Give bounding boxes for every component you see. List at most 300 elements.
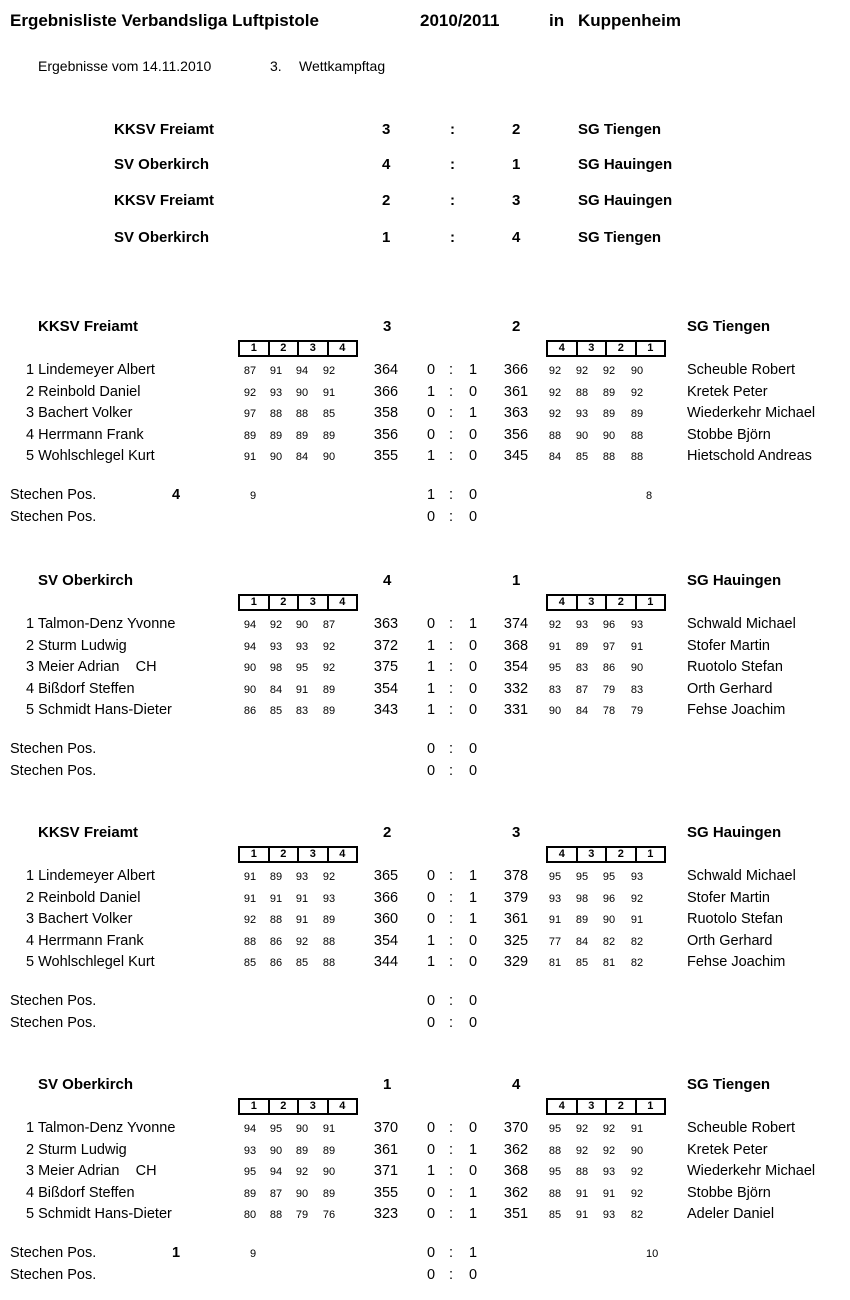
away-series-score: 90 [630,365,644,377]
series-number: 3 [297,596,327,609]
away-series-score: 88 [575,1166,589,1178]
away-shooter-name: Scheuble Robert [687,362,796,378]
home-series-score: 90 [269,451,283,463]
home-series-score: 93 [269,640,283,653]
away-total: 329 [503,954,529,970]
home-total: 363 [373,616,399,632]
home-total: 354 [373,680,399,697]
home-total: 364 [373,362,399,378]
home-series-score: 91 [295,892,309,905]
home-shooter-name: 1 Lindemeyer Albert [26,362,155,378]
shoot-off-home-point: 0 [426,1015,436,1031]
shoot-off-separator: : [448,741,454,757]
away-shooter-name: Kretek Peter [687,383,768,400]
home-series-score: 95 [243,1166,257,1178]
series-number: 2 [605,1100,635,1113]
home-series-score: 93 [322,892,336,905]
home-series-score: 89 [322,683,336,696]
match-home-team: SV Oberkirch [38,572,134,589]
home-series-score: 91 [322,1123,336,1135]
home-series-score: 92 [243,386,257,399]
away-series-score: 88 [602,451,616,463]
series-header-home [238,1098,358,1115]
away-series-score: 93 [548,892,562,905]
away-total: 368 [503,1163,529,1179]
home-series-score: 91 [243,892,257,905]
away-shooter-name: Ruotolo Stefan [687,911,783,927]
point-separator: : [448,1141,454,1158]
shoot-off-label: Stechen Pos. [10,1015,97,1031]
away-shooter-name: Stofer Martin [687,637,770,654]
home-point: 0 [426,889,436,906]
home-point: 0 [426,405,436,421]
home-series-score: 90 [295,1187,309,1200]
home-series-score: 92 [322,871,336,883]
shoot-off-position: 4 [172,487,181,503]
shoot-off-away-shot: 8 [646,490,653,502]
series-header-away [546,340,666,357]
shoot-off-home-point: 1 [426,487,436,503]
summary-separator: : [450,229,455,246]
shoot-off-label: Stechen Pos. [10,487,97,503]
home-series-score: 83 [295,705,309,717]
away-shooter-name: Schwald Michael [687,616,796,632]
away-series-score: 88 [630,429,644,442]
home-series-score: 92 [243,914,257,926]
summary-away-score: 4 [512,229,521,246]
series-number: 4 [558,1100,565,1112]
away-series-score: 79 [630,705,644,717]
home-point: 0 [426,1206,436,1222]
series-number: 3 [576,1100,606,1113]
series-number: 4 [327,596,357,609]
match-away-score: 2 [512,318,521,335]
series-number: 3 [576,342,606,355]
shoot-off-home-shot: 9 [250,1248,257,1260]
home-point: 1 [426,932,436,949]
away-series-score: 95 [548,871,562,883]
series-number: 3 [297,1100,327,1113]
home-series-score: 94 [243,619,257,631]
summary-away-team: SG Hauingen [578,192,673,209]
shoot-off-label: Stechen Pos. [10,1245,97,1261]
away-series-score: 83 [575,662,589,674]
away-total: 379 [503,889,529,906]
home-series-score: 89 [322,705,336,717]
home-point: 1 [426,680,436,697]
home-series-score: 89 [295,429,309,442]
away-series-score: 92 [548,386,562,399]
point-separator: : [448,932,454,949]
away-series-score: 82 [630,1209,644,1221]
away-series-score: 82 [630,935,644,948]
away-series-score: 93 [630,619,644,631]
home-series-score: 92 [295,935,309,948]
match-away-team: SG Tiengen [687,318,771,335]
shoot-off-away-point: 0 [468,741,478,757]
away-series-score: 85 [575,957,589,969]
shoot-off-label: Stechen Pos. [10,763,97,779]
shoot-off-separator: : [448,509,454,525]
away-series-score: 90 [602,429,616,442]
home-series-score: 91 [269,365,283,377]
away-point: 0 [468,954,478,970]
series-number: 1 [635,1100,665,1113]
home-point: 0 [426,1120,436,1136]
point-separator: : [448,362,454,378]
away-series-score: 92 [575,365,589,377]
home-series-score: 90 [295,386,309,399]
series-number: 2 [268,342,298,355]
point-separator: : [448,889,454,906]
home-series-score: 90 [295,1123,309,1135]
location-prefix: in [549,11,565,30]
away-series-score: 92 [575,1144,589,1157]
away-series-score: 91 [575,1187,589,1200]
away-series-score: 88 [548,1187,562,1200]
home-series-score: 94 [295,365,309,377]
away-series-score: 91 [548,914,562,926]
match-day-label: Wettkampftag [299,58,386,74]
match-home-score: 4 [383,572,392,589]
away-point: 1 [468,1141,478,1158]
home-series-score: 94 [269,1166,283,1178]
shoot-off-home-point: 0 [426,1245,436,1261]
home-series-score: 98 [269,662,283,674]
series-number: 1 [635,596,665,609]
away-series-score: 91 [548,640,562,653]
home-point: 0 [426,1141,436,1158]
away-total: 374 [503,616,529,632]
home-total: 355 [373,448,399,464]
away-series-score: 89 [602,386,616,399]
away-total: 332 [503,680,529,697]
away-point: 1 [468,911,478,927]
away-series-score: 89 [575,914,589,926]
summary-away-team: SG Tiengen [578,121,662,138]
home-point: 1 [426,1163,436,1179]
match-away-score: 3 [512,824,521,841]
home-shooter-name: 4 Bißdorf Steffen [26,680,135,697]
shoot-off-separator: : [448,993,454,1009]
home-shooter-name: 5 Wohlschlegel Kurt [26,954,155,970]
home-series-score: 84 [295,451,309,463]
shoot-off-away-point: 0 [468,509,478,525]
away-total: 370 [503,1120,529,1136]
shoot-off-home-point: 0 [426,763,436,779]
home-shooter-name: 3 Meier Adrian CH [26,659,157,675]
away-series-score: 96 [602,892,616,905]
point-separator: : [448,1206,454,1222]
away-shooter-name: Hietschold Andreas [687,448,812,464]
away-shooter-name: Fehse Joachim [687,702,786,718]
shoot-off-separator: : [448,487,454,503]
home-point: 0 [426,868,436,884]
away-series-score: 92 [575,1123,589,1135]
home-point: 1 [426,659,436,675]
home-point: 0 [426,616,436,632]
home-series-score: 90 [322,1166,336,1178]
away-total: 331 [503,702,529,718]
away-point: 1 [468,405,478,421]
shoot-off-position: 1 [172,1245,181,1261]
shoot-off-away-shot: 10 [646,1248,659,1260]
away-series-score: 98 [575,892,589,905]
away-total: 361 [503,911,529,927]
home-shooter-name: 2 Sturm Ludwig [26,637,127,654]
home-shooter-name: 4 Bißdorf Steffen [26,1184,135,1201]
home-series-score: 80 [243,1209,257,1221]
away-series-score: 90 [548,705,562,717]
away-series-score: 84 [575,705,589,717]
home-series-score: 91 [243,871,257,883]
away-point: 0 [468,932,478,949]
away-series-score: 93 [602,1209,616,1221]
home-series-score: 88 [322,957,336,969]
match-away-team: SG Hauingen [687,824,782,841]
point-separator: : [448,911,454,927]
shoot-off-home-point: 0 [426,1267,436,1283]
point-separator: : [448,1120,454,1136]
series-number: 1 [250,596,257,608]
home-total: 365 [373,868,399,884]
home-series-score: 93 [243,1144,257,1157]
home-series-score: 90 [269,1144,283,1157]
home-series-score: 89 [243,1187,257,1200]
away-series-score: 89 [602,408,616,420]
home-series-score: 93 [295,640,309,653]
away-point: 1 [468,362,478,378]
home-series-score: 97 [243,408,257,420]
home-total: 355 [373,1184,399,1201]
home-total: 361 [373,1141,399,1158]
match-away-team: SG Hauingen [687,572,782,589]
home-series-score: 94 [243,1123,257,1135]
home-series-score: 87 [243,365,257,377]
away-series-score: 89 [630,408,644,420]
away-series-score: 90 [630,1144,644,1157]
home-series-score: 92 [295,1166,309,1178]
point-separator: : [448,702,454,718]
shoot-off-away-point: 0 [468,487,478,503]
away-series-score: 85 [575,451,589,463]
match-away-team: SG Tiengen [687,1076,771,1093]
home-series-score: 90 [322,451,336,463]
home-series-score: 89 [322,914,336,926]
series-number: 3 [297,848,327,861]
point-separator: : [448,637,454,654]
home-series-score: 92 [269,619,283,631]
home-point: 0 [426,1184,436,1201]
away-series-score: 81 [602,957,616,969]
home-total: 343 [373,702,399,718]
away-point: 0 [468,1120,478,1136]
shoot-off-home-shot: 9 [250,490,257,502]
away-series-score: 91 [630,914,644,926]
summary-home-team: KKSV Freiamt [114,192,215,209]
point-separator: : [448,1184,454,1201]
home-series-score: 92 [322,640,336,653]
home-shooter-name: 4 Herrmann Frank [26,426,144,443]
shoot-off-separator: : [448,1245,454,1261]
away-shooter-name: Wiederkehr Michael [687,405,816,421]
away-series-score: 83 [548,683,562,696]
away-shooter-name: Stobbe Björn [687,1184,771,1201]
series-number: 2 [268,596,298,609]
series-number: 2 [268,848,298,861]
home-shooter-name: 5 Wohlschlegel Kurt [26,448,155,464]
away-shooter-name: Scheuble Robert [687,1120,796,1136]
series-header-away [546,846,666,863]
home-total: 356 [373,426,399,443]
home-series-score: 89 [243,429,257,442]
series-header-away [546,594,666,611]
away-total: 354 [503,659,529,675]
home-series-score: 95 [269,1123,283,1135]
away-series-score: 91 [630,1123,644,1135]
home-series-score: 93 [295,871,309,883]
away-series-score: 86 [602,662,616,674]
series-number: 1 [250,1100,257,1112]
match-home-score: 2 [383,824,392,841]
series-number: 4 [327,1100,357,1113]
shoot-off-away-point: 0 [468,1267,478,1283]
home-total: 372 [373,637,399,654]
away-series-score: 87 [575,683,589,696]
away-series-score: 91 [575,1209,589,1221]
home-series-score: 92 [322,365,336,377]
home-series-score: 93 [269,386,283,399]
away-series-score: 79 [602,683,616,696]
match-home-score: 1 [383,1076,392,1093]
home-shooter-name: 1 Lindemeyer Albert [26,868,155,884]
away-point: 0 [468,383,478,400]
away-series-score: 90 [575,429,589,442]
shoot-off-away-point: 0 [468,763,478,779]
series-number: 4 [327,342,357,355]
home-series-score: 89 [322,429,336,442]
season: 2010/2011 [420,11,500,30]
home-series-score: 88 [322,935,336,948]
away-series-score: 92 [602,1144,616,1157]
home-point: 1 [426,637,436,654]
home-series-score: 88 [269,408,283,420]
point-separator: : [448,1163,454,1179]
match-day-number: 3. [270,58,282,74]
away-shooter-name: Stofer Martin [687,889,770,906]
point-separator: : [448,868,454,884]
away-series-score: 84 [575,935,589,948]
home-shooter-name: 2 Reinbold Daniel [26,889,141,906]
away-series-score: 96 [602,619,616,631]
series-number: 2 [605,848,635,861]
home-total: 366 [373,889,399,906]
home-series-score: 85 [243,957,257,969]
away-shooter-name: Stobbe Björn [687,426,771,443]
away-series-score: 92 [548,408,562,420]
home-series-score: 88 [295,408,309,420]
shoot-off-home-point: 0 [426,993,436,1009]
away-series-score: 93 [602,1166,616,1178]
match-home-score: 3 [383,318,392,335]
away-series-score: 92 [548,619,562,631]
away-total: 361 [503,383,529,400]
series-number: 4 [558,342,565,354]
away-shooter-name: Schwald Michael [687,868,796,884]
series-number: 4 [327,848,357,861]
match-home-team: SV Oberkirch [38,1076,134,1093]
home-series-score: 86 [269,957,283,969]
away-series-score: 82 [602,935,616,948]
away-series-score: 92 [602,1123,616,1135]
series-number: 1 [250,848,257,860]
series-number: 1 [635,342,665,355]
away-series-score: 93 [630,871,644,883]
home-series-score: 86 [269,935,283,948]
away-series-score: 81 [548,957,562,969]
away-series-score: 95 [548,662,562,674]
home-series-score: 91 [295,683,309,696]
away-shooter-name: Orth Gerhard [687,680,773,697]
point-separator: : [448,680,454,697]
away-point: 0 [468,426,478,443]
away-point: 0 [468,659,478,675]
home-series-score: 79 [295,1209,309,1221]
away-series-score: 78 [602,705,616,717]
series-number: 3 [297,342,327,355]
home-total: 354 [373,932,399,949]
summary-home-score: 2 [382,192,391,209]
away-series-score: 90 [602,914,616,926]
series-number: 4 [558,596,565,608]
summary-home-team: SV Oberkirch [114,156,210,173]
point-separator: : [448,426,454,443]
home-shooter-name: 2 Sturm Ludwig [26,1141,127,1158]
away-series-score: 77 [548,935,562,948]
point-separator: : [448,383,454,400]
home-series-score: 91 [243,451,257,463]
series-header-away [546,1098,666,1115]
series-number: 3 [576,848,606,861]
point-separator: : [448,954,454,970]
summary-away-score: 3 [512,192,521,209]
series-number: 1 [250,342,257,354]
away-shooter-name: Adeler Daniel [687,1206,775,1222]
away-shooter-name: Orth Gerhard [687,932,773,949]
away-total: 363 [503,405,529,421]
series-number: 3 [576,596,606,609]
series-number: 1 [635,848,665,861]
away-series-score: 82 [630,957,644,969]
away-series-score: 95 [548,1166,562,1178]
home-shooter-name: 3 Bachert Volker [26,911,133,927]
home-total: 323 [373,1206,399,1222]
home-series-score: 90 [243,662,257,674]
away-total: 351 [503,1206,529,1222]
shoot-off-label: Stechen Pos. [10,1267,97,1283]
away-shooter-name: Kretek Peter [687,1141,768,1158]
away-point: 0 [468,637,478,654]
shoot-off-separator: : [448,1015,454,1031]
away-series-score: 90 [630,662,644,674]
away-point: 1 [468,868,478,884]
summary-away-score: 1 [512,156,521,173]
home-series-score: 89 [269,429,283,442]
home-shooter-name: 5 Schmidt Hans-Dieter [26,1206,172,1222]
away-series-score: 88 [630,451,644,463]
home-series-score: 85 [295,957,309,969]
document-title: Ergebnisliste Verbandsliga Luftpistole [10,11,319,30]
